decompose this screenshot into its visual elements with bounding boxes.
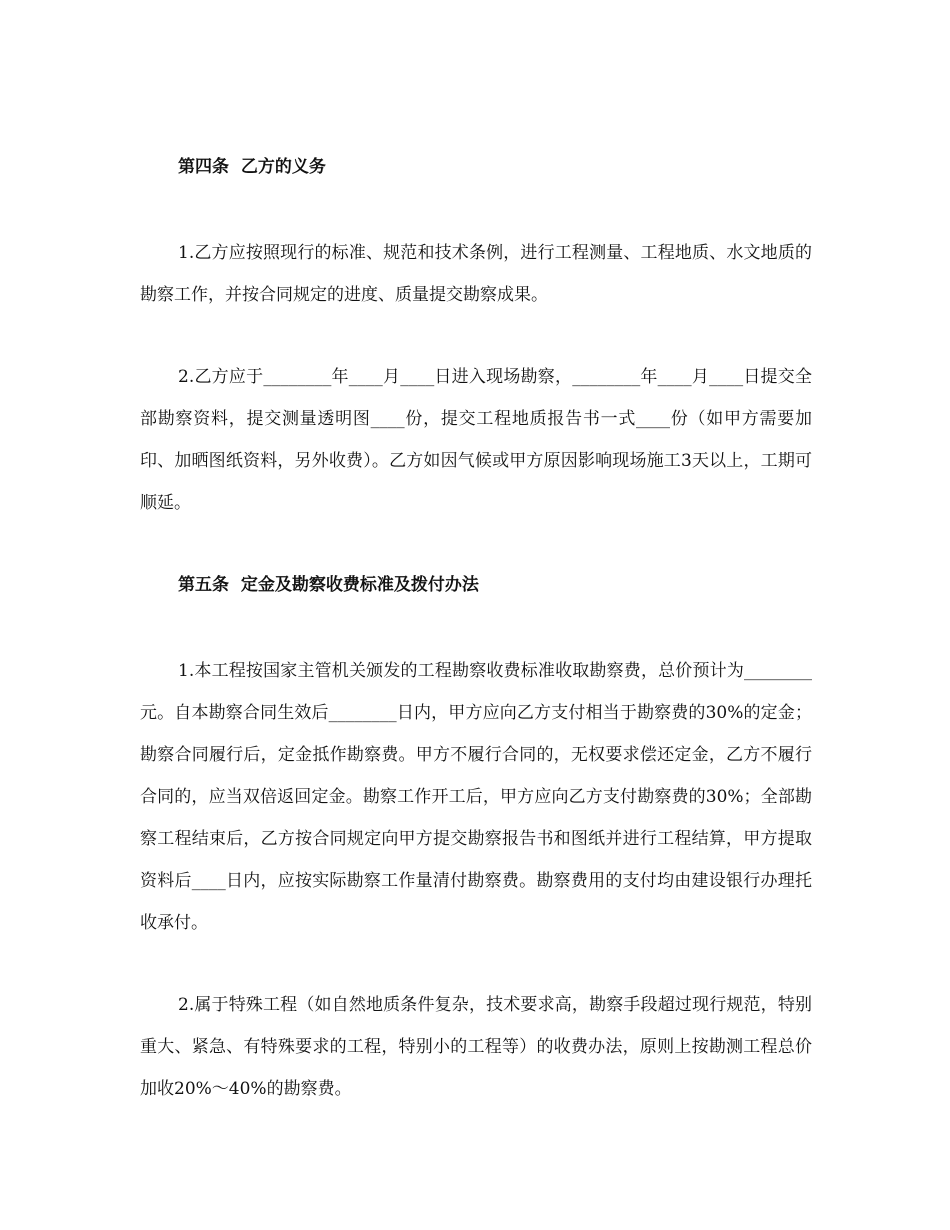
spacer (140, 602, 812, 650)
spacer (140, 316, 812, 356)
paragraph-article-5-clause-1: 1.本工程按国家主管机关颁发的工程勘察收费标准收取勘察费，总价预计为________元。自本勘察合同生效后________日内，甲方应向乙方支付相当于勘察费的30%的定金；勘察合同履行后，定金抵作勘察费。甲方不履行合同的，无权要求偿还定金，乙方不履行合同的，应当双倍返回定金。勘察工作开工后，甲方应向乙方支付勘察费的30%；全部勘察工程结束后，乙方按合同规定向甲方提交勘察报告书和图纸并进行工程结算，甲方提取资料后____日内，应按实际勘察工作量清付勘察费。勘察费用的支付均由建设银行办理托收承付。 (140, 661, 812, 933)
section-heading-article-5: 第五条 定金及勘察收费标准及拨付办法 (178, 575, 479, 595)
paragraph-article-4-clause-2: 2.乙方应于________年____月____日进入现场勘察，________年____月____日提交全部勘察资料，提交测量透明图____份，提交工程地质报告书一式____份（如甲方需要加印、加晒图纸资料，另外收费）。乙方如因气候或甲方原因影响现场施工3天以上，工期可顺延。 (140, 367, 812, 513)
paragraph-article-4-clause-1: 1.乙方应按照现行的标准、规范和技术条例，进行工程测量、工程地质、水文地质的勘察工作，并按合同规定的进度、质量提交勘察成果。 (140, 243, 812, 305)
spacer (140, 944, 812, 984)
section-heading-article-4: 第四条 乙方的义务 (178, 157, 326, 177)
spacer (140, 524, 812, 568)
document-body (140, 150, 812, 1110)
paragraph-article-5-clause-2: 2.属于特殊工程（如自然地质条件复杂，技术要求高，勘察手段超过现行规范，特别重大、紧急、有特殊要求的工程，特别小的工程等）的收费办法，原则上按勘测工程总价加收20%～40%的勘察费。 (140, 995, 812, 1099)
spacer (140, 184, 812, 232)
